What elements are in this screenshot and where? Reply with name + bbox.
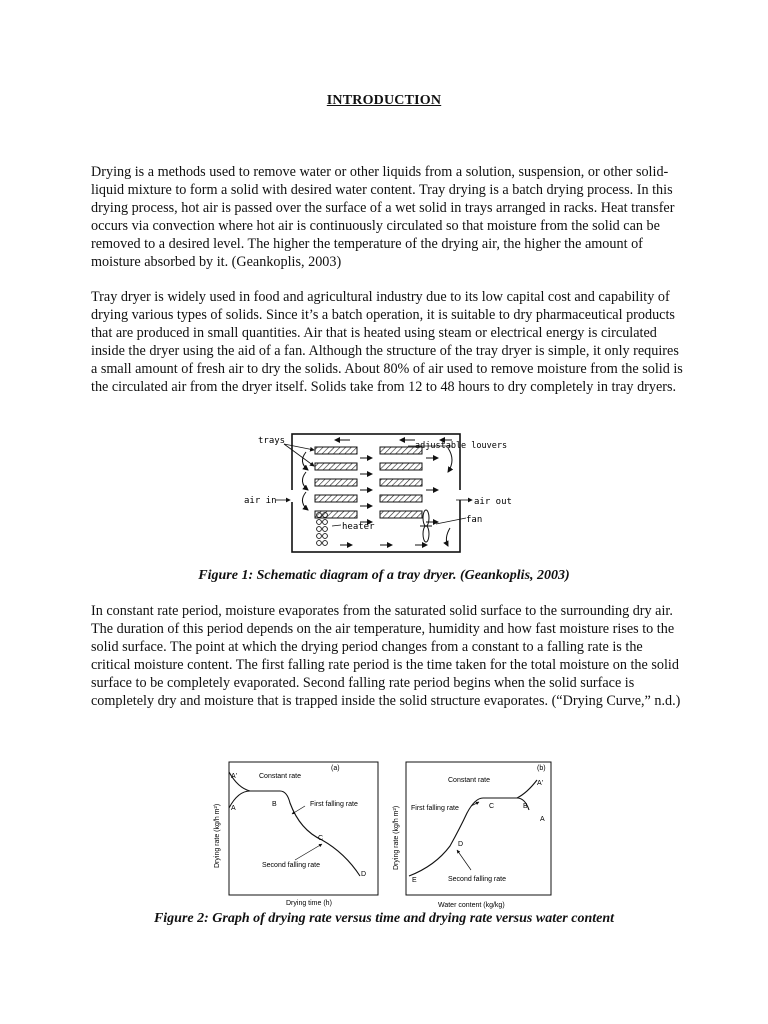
graph-a-ylabel: Drying rate (kg/h m²)	[214, 803, 221, 868]
paragraph-1: Drying is a methods used to remove water or other liquids from a solution, suspension, or other solid-liquid mixture to form a solid with desired water content. Tray drying is a batch drying process. In this drying process, hot air is passed over the surface of a wet solid in trays arranged in racks. Heat transfer occurs via convection where hot air is continuously circulated so that moisture from the solid can be removed to a desired level. The higher the temperature of the drying air, the higher the amount of moisture absorbed by it. (Geankoplis, 2003)	[91, 164, 675, 270]
graph-a-point-c: C	[318, 835, 324, 842]
graph-a-point-a-prime: A'	[231, 773, 238, 780]
paragraph-2: Tray dryer is widely used in food and agricultural industry due to its low capital cost and capability of drying various types of solids. Since it’s a batch operation, it is suitable to dry pharmaceutical products that are produced in small quantities. Air that is heated using steam or electrical energy is circulated inside the dryer using the aid of a fan. Although the structure of the tray dryer is simple, it only requires a small amount of fresh air to dry the solids. About 80% of air used to remove moisture from the solid is the circulated air from the dryer itself. Solids take from 12 to 48 hours to dry completely in tray dryers.	[91, 289, 683, 395]
figure-2-caption: Figure 2: Graph of drying rate versus time and drying rate versus water content	[153, 911, 615, 926]
graph-b-point-e: E	[412, 877, 417, 884]
right-tray-stack	[380, 447, 422, 518]
graph-b-point-b: B	[523, 803, 528, 810]
label-fan: fan	[466, 515, 483, 525]
graph-a-panel-label: (a)	[331, 765, 340, 772]
graph-b-point-c: C	[489, 803, 495, 810]
graph-b-constant-rate: Constant rate	[448, 777, 491, 784]
figure-2a-rate-vs-time-graph	[200, 758, 385, 908]
graph-b-panel-label: (b)	[537, 765, 546, 772]
label-air-out: air out	[474, 497, 512, 507]
paragraph-3: In constant rate period, moisture evaporates from the saturated solid surface to the surrounding dry air. The duration of this period depends on the air temperature, humidity and how fast moisture rises to the solid surface. The point at which the drying period changes from a constant to a falling rate is the critical moisture content. The first falling rate period is the time taken for the total moisture on the solid surface to be completely evaporated. Second falling rate period begins when the solid surface is completely dry and moisture that is trapped inside the solid structure evaporates. (“Drying Curve,” n.d.)	[91, 603, 681, 709]
graph-a-xlabel: Drying time (h)	[286, 900, 332, 907]
graph-b-ylabel: Drying rate (kg/h m²)	[393, 805, 400, 870]
graph-b-xlabel: Water content (kg/kg)	[438, 902, 505, 909]
graph-b-point-a-prime: A'	[537, 780, 544, 787]
figure-1-caption: Figure 1: Schematic diagram of a tray dryer. (Geankoplis, 2003)	[198, 568, 570, 583]
label-trays: trays	[258, 436, 286, 446]
graph-a-point-d: D	[361, 871, 367, 878]
graph-a-point-b: B	[272, 801, 277, 808]
graph-a-constant-rate: Constant rate	[259, 773, 302, 780]
graph-b-point-a: A	[540, 816, 545, 823]
figure-2b-rate-vs-water-content-graph	[385, 758, 555, 910]
graph-a-second-falling: Second falling rate	[262, 862, 320, 869]
label-heater: heater	[342, 522, 375, 532]
left-tray-stack	[315, 447, 357, 518]
graph-b-point-d: D	[458, 841, 464, 848]
figure-1-tray-dryer-diagram	[240, 428, 540, 558]
graph-a-point-a: A	[231, 805, 236, 812]
graph-a-first-falling: First falling rate	[310, 801, 358, 808]
graph-b-second-falling: Second falling rate	[448, 876, 506, 883]
label-air-in: air in	[244, 496, 277, 506]
page-title: INTRODUCTION	[326, 93, 442, 108]
label-adjustable-louvers: adjustable louvers	[415, 441, 508, 451]
graph-b-first-falling: First falling rate	[411, 805, 459, 812]
